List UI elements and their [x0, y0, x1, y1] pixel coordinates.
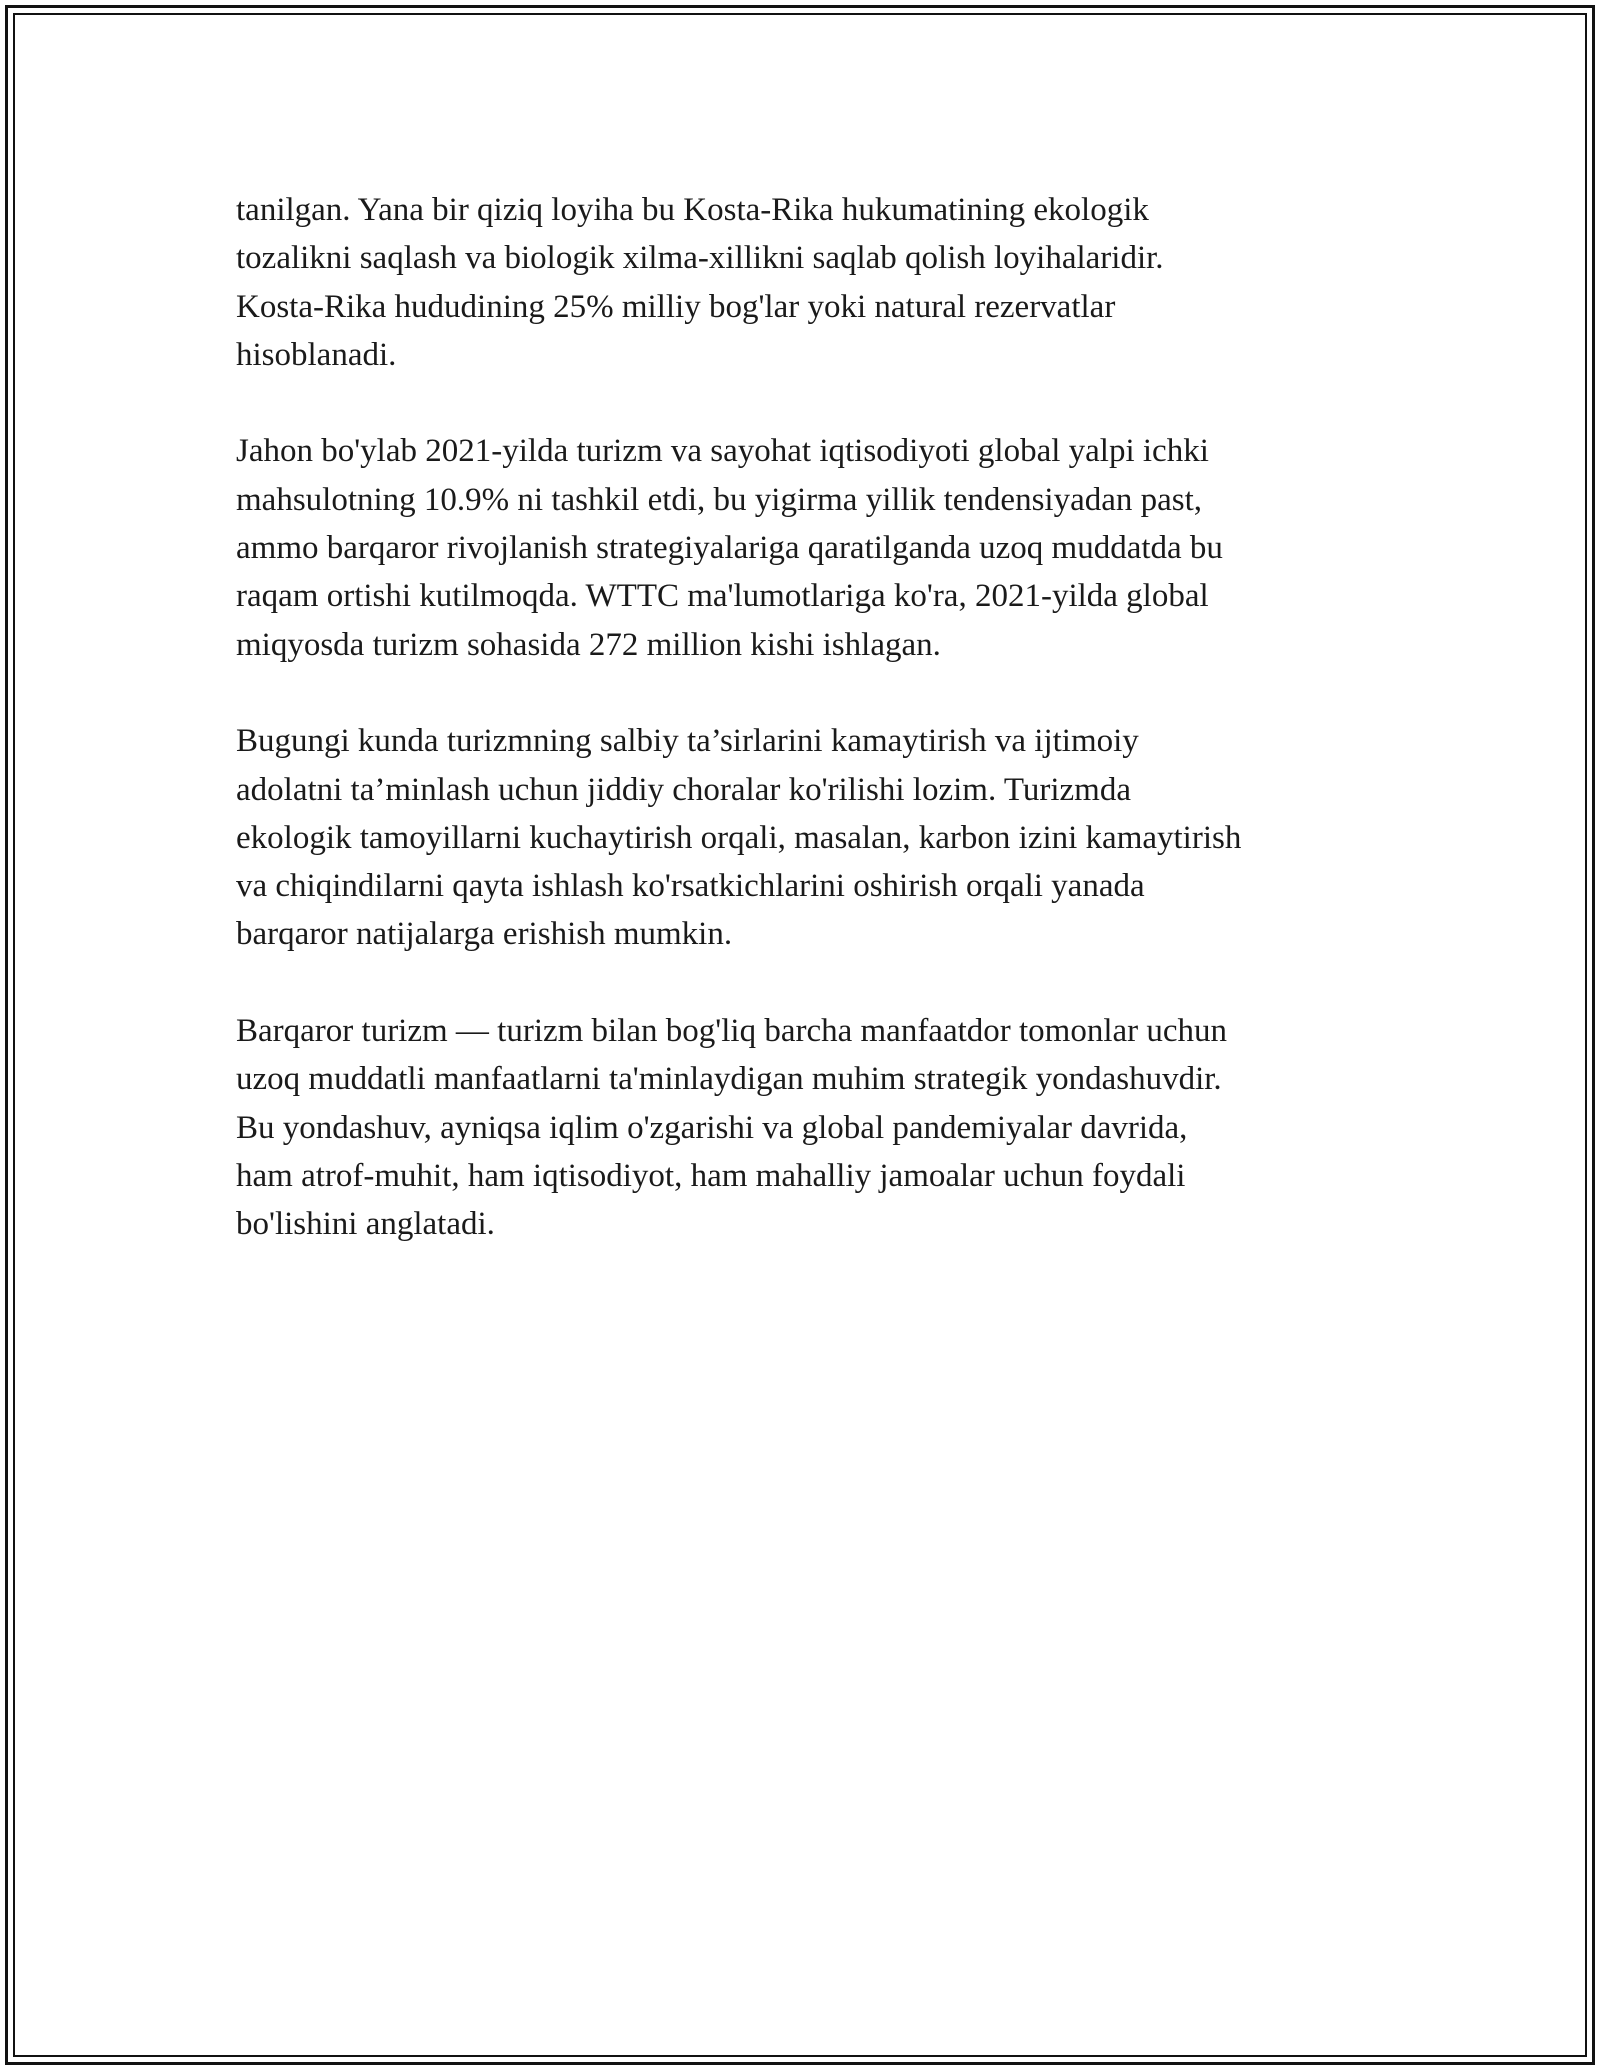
text-line: miqyosda turizm sohasida 272 million kishi ishlagan. — [236, 626, 941, 663]
text-line: Jahon bo'ylab 2021-yilda turizm va sayohat iqtisodiyoti global yalpi ichki — [236, 433, 1209, 470]
text-line: Kosta-Rika hududining 25% milliy bog'lar yoki natural rezervatlar — [236, 288, 1116, 325]
text-line: adolatni ta’minlash uchun jiddiy choralar ko'rilishi lozim. Turizmda — [236, 771, 1131, 808]
text-line: Barqaror turizm — turizm bilan bog'liq barcha manfaatdor tomonlar uchun — [236, 1013, 1228, 1050]
text-line: Bugungi kunda turizmning salbiy ta’sirlarini kamaytirish va ijtimoiy — [236, 723, 1139, 760]
document-body — [236, 186, 1376, 1297]
text-line: ammo barqaror rivojlanish strategiyalariga qaratilganda uzoq muddatda bu — [236, 530, 1223, 567]
text-line: bo'lishini anglatadi. — [236, 1206, 495, 1243]
text-line: ekologik tamoyillarni kuchaytirish orqali, masalan, karbon izini kamaytirish — [236, 819, 1242, 856]
text-line: tozalikni saqlash va biologik xilma-xillikni saqlab qolish loyihalaridir. — [236, 240, 1164, 277]
paragraph-4 — [236, 1007, 1376, 1248]
paragraph-2 — [236, 427, 1376, 668]
paragraph-3 — [236, 717, 1376, 958]
text-line: mahsulotning 10.9% ni tashkil etdi, bu yigirma yillik tendensiyadan past, — [236, 481, 1203, 518]
text-line: raqam ortishi kutilmoqda. WTTC ma'lumotlariga ko'ra, 2021-yilda global — [236, 578, 1209, 615]
paragraph-1 — [236, 186, 1376, 379]
text-line: ham atrof-muhit, ham iqtisodiyot, ham mahalliy jamoalar uchun foydali — [236, 1157, 1186, 1194]
text-line: hisoblanadi. — [236, 336, 397, 373]
text-line: uzoq muddatli manfaatlarni ta'minlaydigan muhim strategik yondashuvdir. — [236, 1061, 1222, 1098]
text-line: tanilgan. Yana bir qiziq loyiha bu Kosta-Rika hukumatining ekologik — [236, 192, 1149, 228]
text-line: va chiqindilarni qayta ishlash ko'rsatkichlarini oshirish orqali yanada — [236, 868, 1145, 905]
text-line: barqaror natijalarga erishish mumkin. — [236, 916, 733, 953]
text-line: Bu yondashuv, ayniqsa iqlim o'zgarishi va global pandemiyalar davrida, — [236, 1109, 1188, 1146]
